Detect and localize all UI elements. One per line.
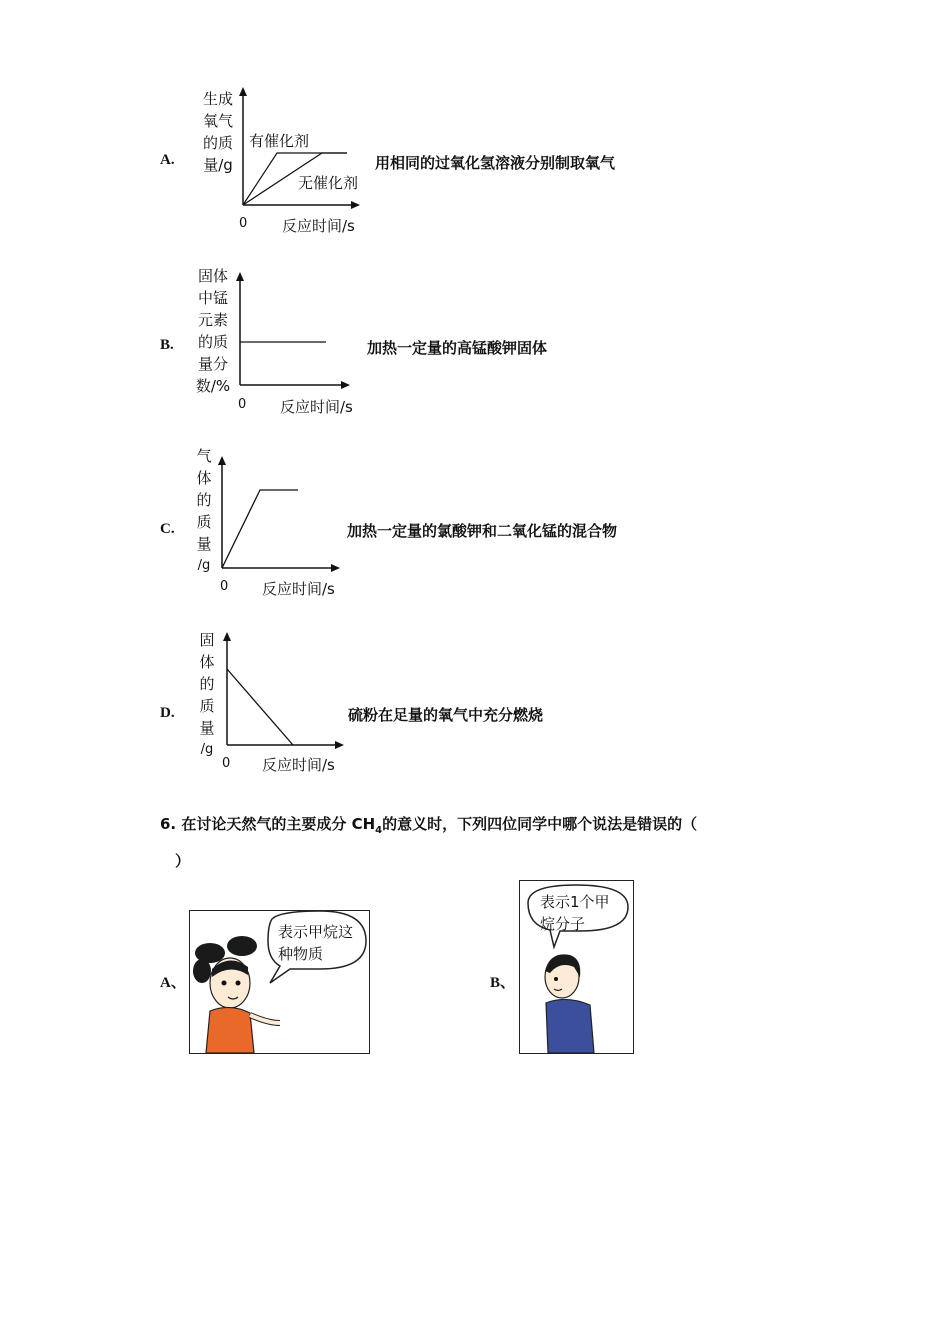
option-a-label: A. (160, 152, 175, 168)
option-c-description: 加热一定量的氯酸钾和二氧化锰的混合物 (347, 522, 618, 540)
option-c-xlabel: 反应时间/s (262, 580, 335, 598)
option-d-label: D. (160, 705, 175, 721)
question-number: 6. (160, 815, 177, 833)
solid-mass-line (227, 669, 293, 745)
question-text-before: 在讨论天然气的主要成分 CH (181, 815, 376, 833)
gas-mass-curve (222, 490, 298, 568)
option-d-description: 硫粉在足量的氧气中充分燃烧 (348, 706, 544, 724)
option-c-graph (212, 452, 347, 577)
question-6-text (160, 813, 697, 836)
cartoon-b-label: B、 (490, 975, 516, 991)
cartoon-a-label: A、 (160, 975, 186, 991)
option-d-graph (216, 628, 351, 753)
cartoon-b-frame (519, 880, 634, 1054)
option-d-origin: 0 (222, 756, 231, 771)
option-c-label: C. (160, 521, 175, 537)
option-a-description: 用相同的过氧化氢溶液分别制取氧气 (375, 154, 616, 172)
option-a-xlabel: 反应时间/s (282, 217, 355, 235)
option-a-ylabel: 生成 氧气 的质 量/g (202, 90, 233, 174)
option-a-origin: 0 (239, 216, 248, 231)
option-b-ylabel: 固体 中锰 元素 的质 量分 数/% (195, 267, 231, 395)
option-b-graph (228, 268, 358, 393)
cartoon-a-frame (189, 910, 370, 1054)
question-subscript: 4 (375, 825, 383, 836)
question-close-paren: ） (175, 852, 191, 870)
series-label-without-catalyst: 无催化剂 (298, 174, 359, 192)
cartoon-b-speech: 表示1个甲 烷分子 (540, 893, 610, 933)
question-text-after: 的意义时，下列四位同学中哪个说法是错误的（ (382, 815, 698, 833)
option-b-label: B. (160, 337, 174, 353)
option-d-xlabel: 反应时间/s (262, 756, 335, 774)
option-b-xlabel: 反应时间/s (280, 398, 353, 416)
option-a-graph (230, 85, 370, 220)
option-b-origin: 0 (238, 397, 247, 412)
option-c-origin: 0 (220, 579, 229, 594)
option-b-description: 加热一定量的高锰酸钾固体 (367, 339, 548, 357)
series-label-with-catalyst: 有催化剂 (249, 132, 310, 150)
option-c-ylabel: 气 体 的 质 量 /g (196, 447, 212, 573)
option-d-ylabel: 固 体 的 质 量 /g (199, 631, 215, 757)
cartoon-a-speech: 表示甲烷这 种物质 (278, 923, 354, 963)
